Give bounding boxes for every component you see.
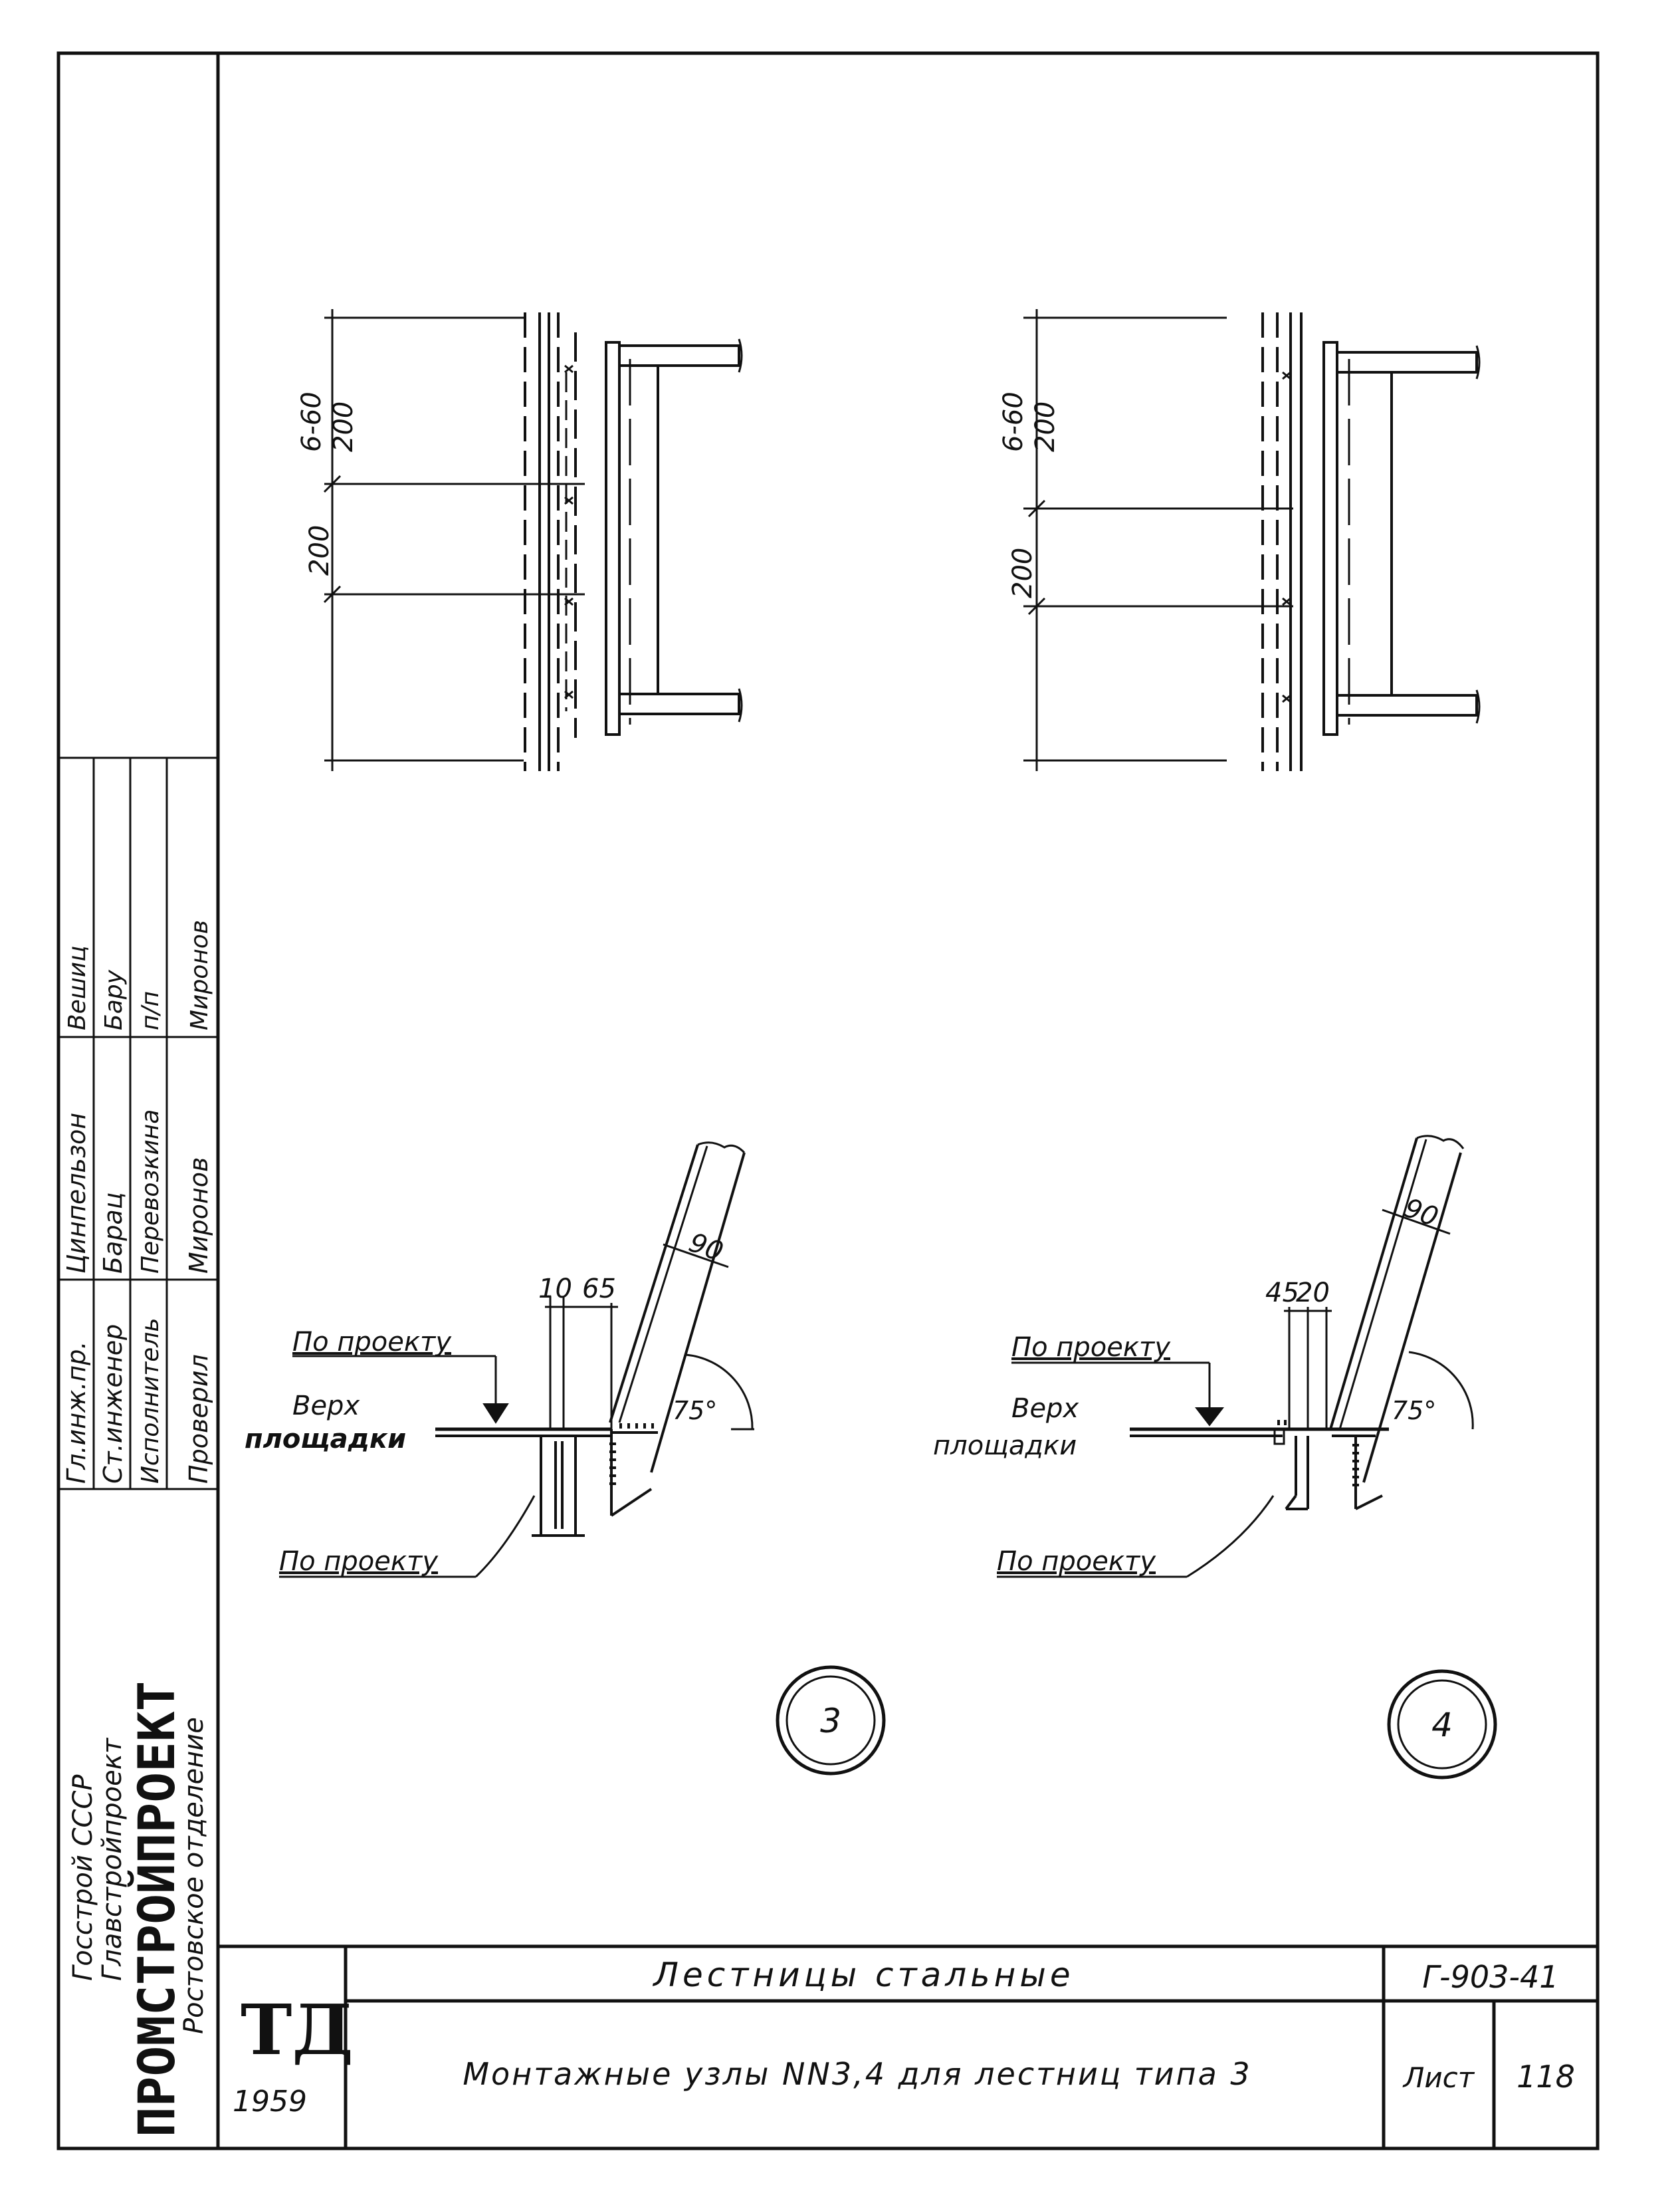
plan-view-right <box>998 309 1479 771</box>
sig-sign-2: Бару <box>100 970 128 1030</box>
signature-row-1 <box>62 945 91 1484</box>
node-4-detail <box>933 1136 1495 1778</box>
sig-sign-1: Вешиц <box>64 945 91 1030</box>
node4-callout <box>1389 1671 1495 1778</box>
plan-left-dim-num: 6-60 <box>296 392 327 452</box>
node3-level-1: Верх <box>292 1391 360 1421</box>
signature-row-2 <box>98 969 128 1484</box>
plan-right-dim-spacing: 200 <box>1007 547 1038 598</box>
org-branch: Ростовское отделение <box>179 1717 209 2034</box>
node3-dim-thick: 90 <box>684 1227 728 1268</box>
signature-row-4 <box>184 920 213 1484</box>
node4-dim-b: 20 <box>1296 1278 1330 1308</box>
sig-role-2: Ст.инженер <box>98 1324 128 1484</box>
signature-row-3 <box>137 991 164 1484</box>
node-3-detail <box>245 1143 884 1774</box>
org-name: ПРОМСТРОЙПРОЕКТ <box>127 1680 186 2137</box>
node3-angle: 75° <box>673 1396 718 1425</box>
sig-name-3: Перевозкина <box>137 1109 164 1274</box>
sheet-frame <box>58 53 1598 2148</box>
node4-level-2: площадки <box>933 1431 1077 1461</box>
node4-dim-a: 45 <box>1265 1278 1299 1308</box>
doc-code: Г-903-41 <box>1422 1959 1559 1995</box>
node3-note-bottom: По проекту <box>279 1546 439 1577</box>
node3-level-2: площадки <box>245 1424 407 1454</box>
year: 1959 <box>233 2085 307 2119</box>
sheet-subtitle: Монтажные узлы NN3,4 для лестниц типа 3 <box>463 2056 1252 2092</box>
sig-sign-4: Миронов <box>186 919 213 1030</box>
node3-label: 3 <box>820 1702 841 1740</box>
org-line-2: Главстройпроект <box>97 1738 128 1981</box>
sig-role-3: Исполнитель <box>137 1318 164 1484</box>
sig-name-1: Цинпельзон <box>62 1112 91 1274</box>
node3-dim-b: 65 <box>582 1274 616 1304</box>
sig-name-2: Барац <box>98 1192 128 1274</box>
node4-note-bottom: По проекту <box>997 1546 1156 1577</box>
sig-name-4: Миронов <box>184 1157 213 1274</box>
sheet-number: 118 <box>1517 2059 1575 2095</box>
node3-callout <box>778 1667 884 1774</box>
plan-right-dim-den: 200 <box>1030 401 1061 452</box>
node3-note-top: По проекту <box>292 1327 452 1357</box>
sig-role-1: Гл.инж.пр. <box>62 1341 91 1484</box>
sheet-label: Лист <box>1403 2061 1475 2094</box>
plan-left-dim-spacing: 200 <box>304 524 335 576</box>
node4-angle: 75° <box>1392 1396 1437 1425</box>
node4-dim-thick: 90 <box>1400 1193 1443 1233</box>
sig-sign-3: п/п <box>137 990 164 1030</box>
td-logo: ТД <box>241 1989 354 2071</box>
node4-level-1: Верх <box>1011 1393 1079 1424</box>
node4-label: 4 <box>1431 1706 1453 1744</box>
org-line-1: Госстрой СССР <box>68 1774 98 1981</box>
node3-dim-a: 10 <box>538 1274 572 1304</box>
sig-role-4: Проверил <box>184 1354 213 1484</box>
plan-left-dim-den: 200 <box>328 401 359 452</box>
node4-note-top: По проекту <box>1011 1332 1171 1363</box>
sheet-title: Лестницы стальные <box>653 1956 1075 1994</box>
plan-right-dim-num: 6-60 <box>998 392 1029 452</box>
organisation-block <box>68 1681 209 2137</box>
plan-view-left <box>296 309 742 771</box>
